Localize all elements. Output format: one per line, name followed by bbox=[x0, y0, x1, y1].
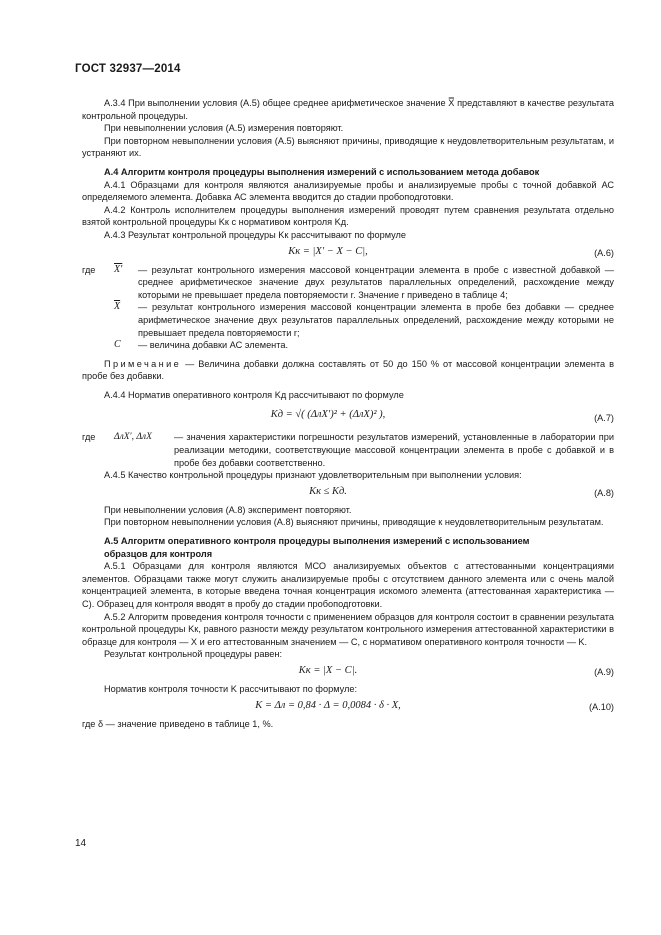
paragraph-a42: А.4.2 Контроль исполнителем процедуры выполнения измерений проводят путем сравнения результата отдельно взятой контрольной процедуры Kк с нормативом контроля Kд. bbox=[82, 204, 614, 228]
symbol-c: C bbox=[114, 339, 121, 351]
paragraph-a5-norm: Норматив контроля точности K рассчитывают по формуле: bbox=[104, 683, 358, 694]
page-number: 14 bbox=[75, 838, 87, 849]
formula-a10: K = Δл = 0,84 · Δ = 0,0084 · δ · X, bbox=[255, 699, 401, 711]
definition-x bbox=[114, 301, 614, 339]
formula-a8-block bbox=[82, 482, 614, 504]
section-heading-a4: А.4 Алгоритм контроля процедуры выполнения измерений с использованием метода добавок bbox=[104, 166, 540, 177]
paragraph-a34-1: А.3.4 При выполнении условия (А.5) общее среднее арифметическое значение X̿ представляют в качестве результата контрольной процедуры. bbox=[82, 98, 614, 121]
definition-delta-text: — значения характеристики погрешности результатов измерений, установленные в лаборатории при реализации методики, соответствующие массовой концентрации элемента в пробе с добавкой и в пробе без добавки соответственно. bbox=[174, 432, 614, 468]
paragraph-a41: А.4.1 Образцами для контроля являются анализируемые пробы и анализируемые пробы с точной добавкой АС определяемого элемента. Добавка АС элемента вводится до стадии пробоподготовки. bbox=[82, 179, 614, 203]
definition-x-text: — результат контрольного измерения массовой концентрации элемента в пробе без добавки — среднее арифметическое значение двух результатов параллельных определений, расхождение между которыми не превышает предела повторяемости r; bbox=[138, 302, 614, 338]
paragraph-a34-3: При повторном невыполнении условия (А.5) выясняют причины, приводящие к неудовлетворительным результатам, и устраняют их. bbox=[82, 135, 614, 159]
note-a4 bbox=[82, 358, 614, 383]
formula-a7: Kд = √( (ΔлX′)² + (ΔлX)² ), bbox=[270, 409, 386, 421]
formula-a9: Kк = |X − C|. bbox=[298, 664, 358, 676]
symbol-x: $\overline{X}$ bbox=[114, 301, 121, 313]
definition-xprime bbox=[82, 264, 614, 302]
note-label: Примечание bbox=[104, 358, 182, 369]
paragraph-a34-2: При невыполнении условия (А.5) измерения повторяют. bbox=[104, 123, 344, 134]
page-content bbox=[82, 97, 614, 730]
definition-delta bbox=[82, 431, 614, 469]
equation-number-a9: (А.9) bbox=[594, 666, 614, 677]
formula-a10-block bbox=[82, 696, 614, 718]
equation-number-a10: (А.10) bbox=[588, 701, 614, 712]
where-label-2: где bbox=[82, 432, 96, 443]
definition-c-text: — величина добавки АС элемента. bbox=[138, 340, 289, 351]
formula-a9-block bbox=[82, 661, 614, 683]
formula-a7-block bbox=[82, 401, 614, 431]
equation-number-a7: (А.7) bbox=[594, 413, 614, 424]
paragraph-a5-result: Результат контрольной процедуры равен: bbox=[104, 649, 282, 660]
paragraph-a43: А.4.3 Результат контрольной процедуры Kк рассчитывают по формуле bbox=[104, 229, 407, 240]
definition-c bbox=[114, 339, 614, 352]
equation-number-a8: (А.8) bbox=[594, 487, 614, 498]
paragraph-a46: При невыполнении условия (А.8) эксперимент повторяют. bbox=[104, 504, 352, 515]
formula-a6-block bbox=[82, 242, 614, 264]
section-heading-a5-line1: А.5 Алгоритм оперативного контроля процедуры выполнения измерений с использованием bbox=[104, 536, 530, 547]
note-text: — Величина добавки должна составлять от 50 до 150 % от массовой концентрации элемента в пробе без добавки. bbox=[82, 358, 614, 382]
equation-number-a6: (А.6) bbox=[594, 247, 614, 258]
paragraph-a51: А.5.1 Образцами для контроля являются МСО анализируемых объектов с аттестованными концентрациями элементов. Образцами также могут служить анализируемые пробы с отсутствием данного элемента или с очень малой концентрацией элемента, в которые введена точная концентрация искомого элемента (аттестованная характеристика — C). Образец для контроля вводят в пробу до стадии пробоподготовки. bbox=[82, 561, 614, 609]
paragraph-a45: А.4.5 Качество контрольной процедуры признают удовлетворительным при выполнении условия: bbox=[104, 470, 522, 481]
document-code-header: ГОСТ 32937—2014 bbox=[75, 63, 181, 75]
formula-a6: Kк = |X′ − X − C|, bbox=[288, 245, 368, 257]
paragraph-a44: А.4.4 Норматив оперативного контроля Kд рассчитывают по формуле bbox=[104, 389, 404, 400]
paragraph-a5-delta: где δ — значение приведено в таблице 1, %. bbox=[82, 718, 274, 729]
section-heading-a5-line2: образцов для контроля bbox=[104, 548, 213, 559]
formula-a8: Kк ≤ Kд. bbox=[309, 485, 347, 497]
section-heading-a5 bbox=[82, 535, 614, 560]
paragraph-a52: А.5.2 Алгоритм проведения контроля точности с применением образцов для контроля состоит в сравнении результата контрольной процедуры Kк, равного разности между результатом контрольного измерения аттестованной характеристики в образце для контроля — X и его аттестованным значением — C, с нормативом оперативного контроля точности — K. bbox=[82, 611, 614, 647]
symbol-delta: ΔлX′, ΔлX bbox=[114, 432, 152, 443]
symbol-xprime: X′ bbox=[114, 263, 123, 275]
where-label: где bbox=[82, 264, 96, 275]
paragraph-a47: При повторном невыполнении условия (А.8) выясняют причины, приводящие к неудовлетворительным результатам. bbox=[104, 517, 604, 528]
definition-xprime-text: — результат контрольного измерения массовой концентрации элемента в пробе с известной добавкой — среднее арифметическое значение двух результатов параллельных определений, расхождение между которыми не превышает предела повторяемости r. Значение r приведено в таблице 4; bbox=[138, 264, 614, 300]
